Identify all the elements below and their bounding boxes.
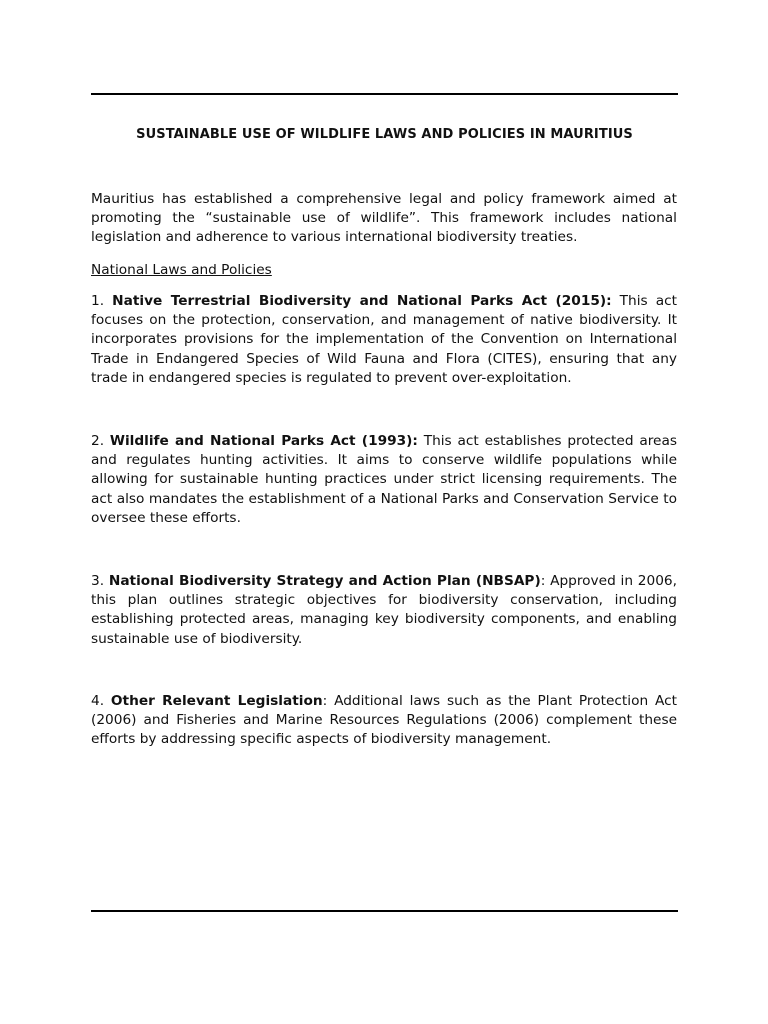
item-body: : Approved in 2006, this plan outlines strategic objectives for biodiversity conservation, including establishing protected areas, managing key biodiversity components, and enabling sustainable use of biodiversity. bbox=[91, 573, 677, 647]
item-number: 4. bbox=[91, 693, 105, 709]
item-heading: Native Terrestrial Biodiversity and National Parks Act (2015): bbox=[112, 293, 612, 309]
item-number: 1. bbox=[91, 293, 105, 309]
list-item bbox=[91, 692, 677, 750]
section-heading: National Laws and Policies bbox=[91, 262, 272, 278]
item-heading: Wildlife and National Parks Act (1993): bbox=[109, 433, 418, 449]
item-heading: National Biodiversity Strategy and Action Plan (NBSAP) bbox=[108, 573, 541, 589]
intro-paragraph: Mauritius has established a comprehensive legal and policy framework aimed at promoting the “sustainable use of wildlife”. This framework includes national legislation and adherence to various international biodiversity treaties. bbox=[91, 191, 677, 246]
item-body: This act establishes protected areas and regulates hunting activities. It aims to conserve wildlife populations while allowing for sustainable hunting practices under strict licensing requirements. The act also mandates the establishment of a National Parks and Conservation Service to oversee these efforts. bbox=[91, 433, 677, 526]
list-item bbox=[91, 572, 677, 649]
list-item bbox=[91, 432, 677, 528]
list-item bbox=[91, 292, 677, 388]
document-title: SUSTAINABLE USE OF WILDLIFE LAWS AND POLICIES IN MAURITIUS bbox=[136, 127, 633, 142]
item-body: : Additional laws such as the Plant Protection Act (2006) and Fisheries and Marine Resources Regulations (2006) complement these efforts by addressing specific aspects of biodiversity management. bbox=[91, 693, 677, 748]
item-body: This act focuses on the protection, conservation, and management of native biodiversity. It incorporates provisions for the implementation of the Convention on International Trade in Endangered Species of Wild Fauna and Flora (CITES), ensuring that any trade in endangered species is regulated to prevent over-exploitation. bbox=[91, 293, 677, 386]
item-number: 3. bbox=[91, 573, 105, 589]
item-number: 2. bbox=[91, 433, 105, 449]
top-divider bbox=[91, 93, 678, 95]
item-heading: Other Relevant Legislation bbox=[110, 693, 323, 709]
bottom-divider bbox=[91, 910, 678, 912]
